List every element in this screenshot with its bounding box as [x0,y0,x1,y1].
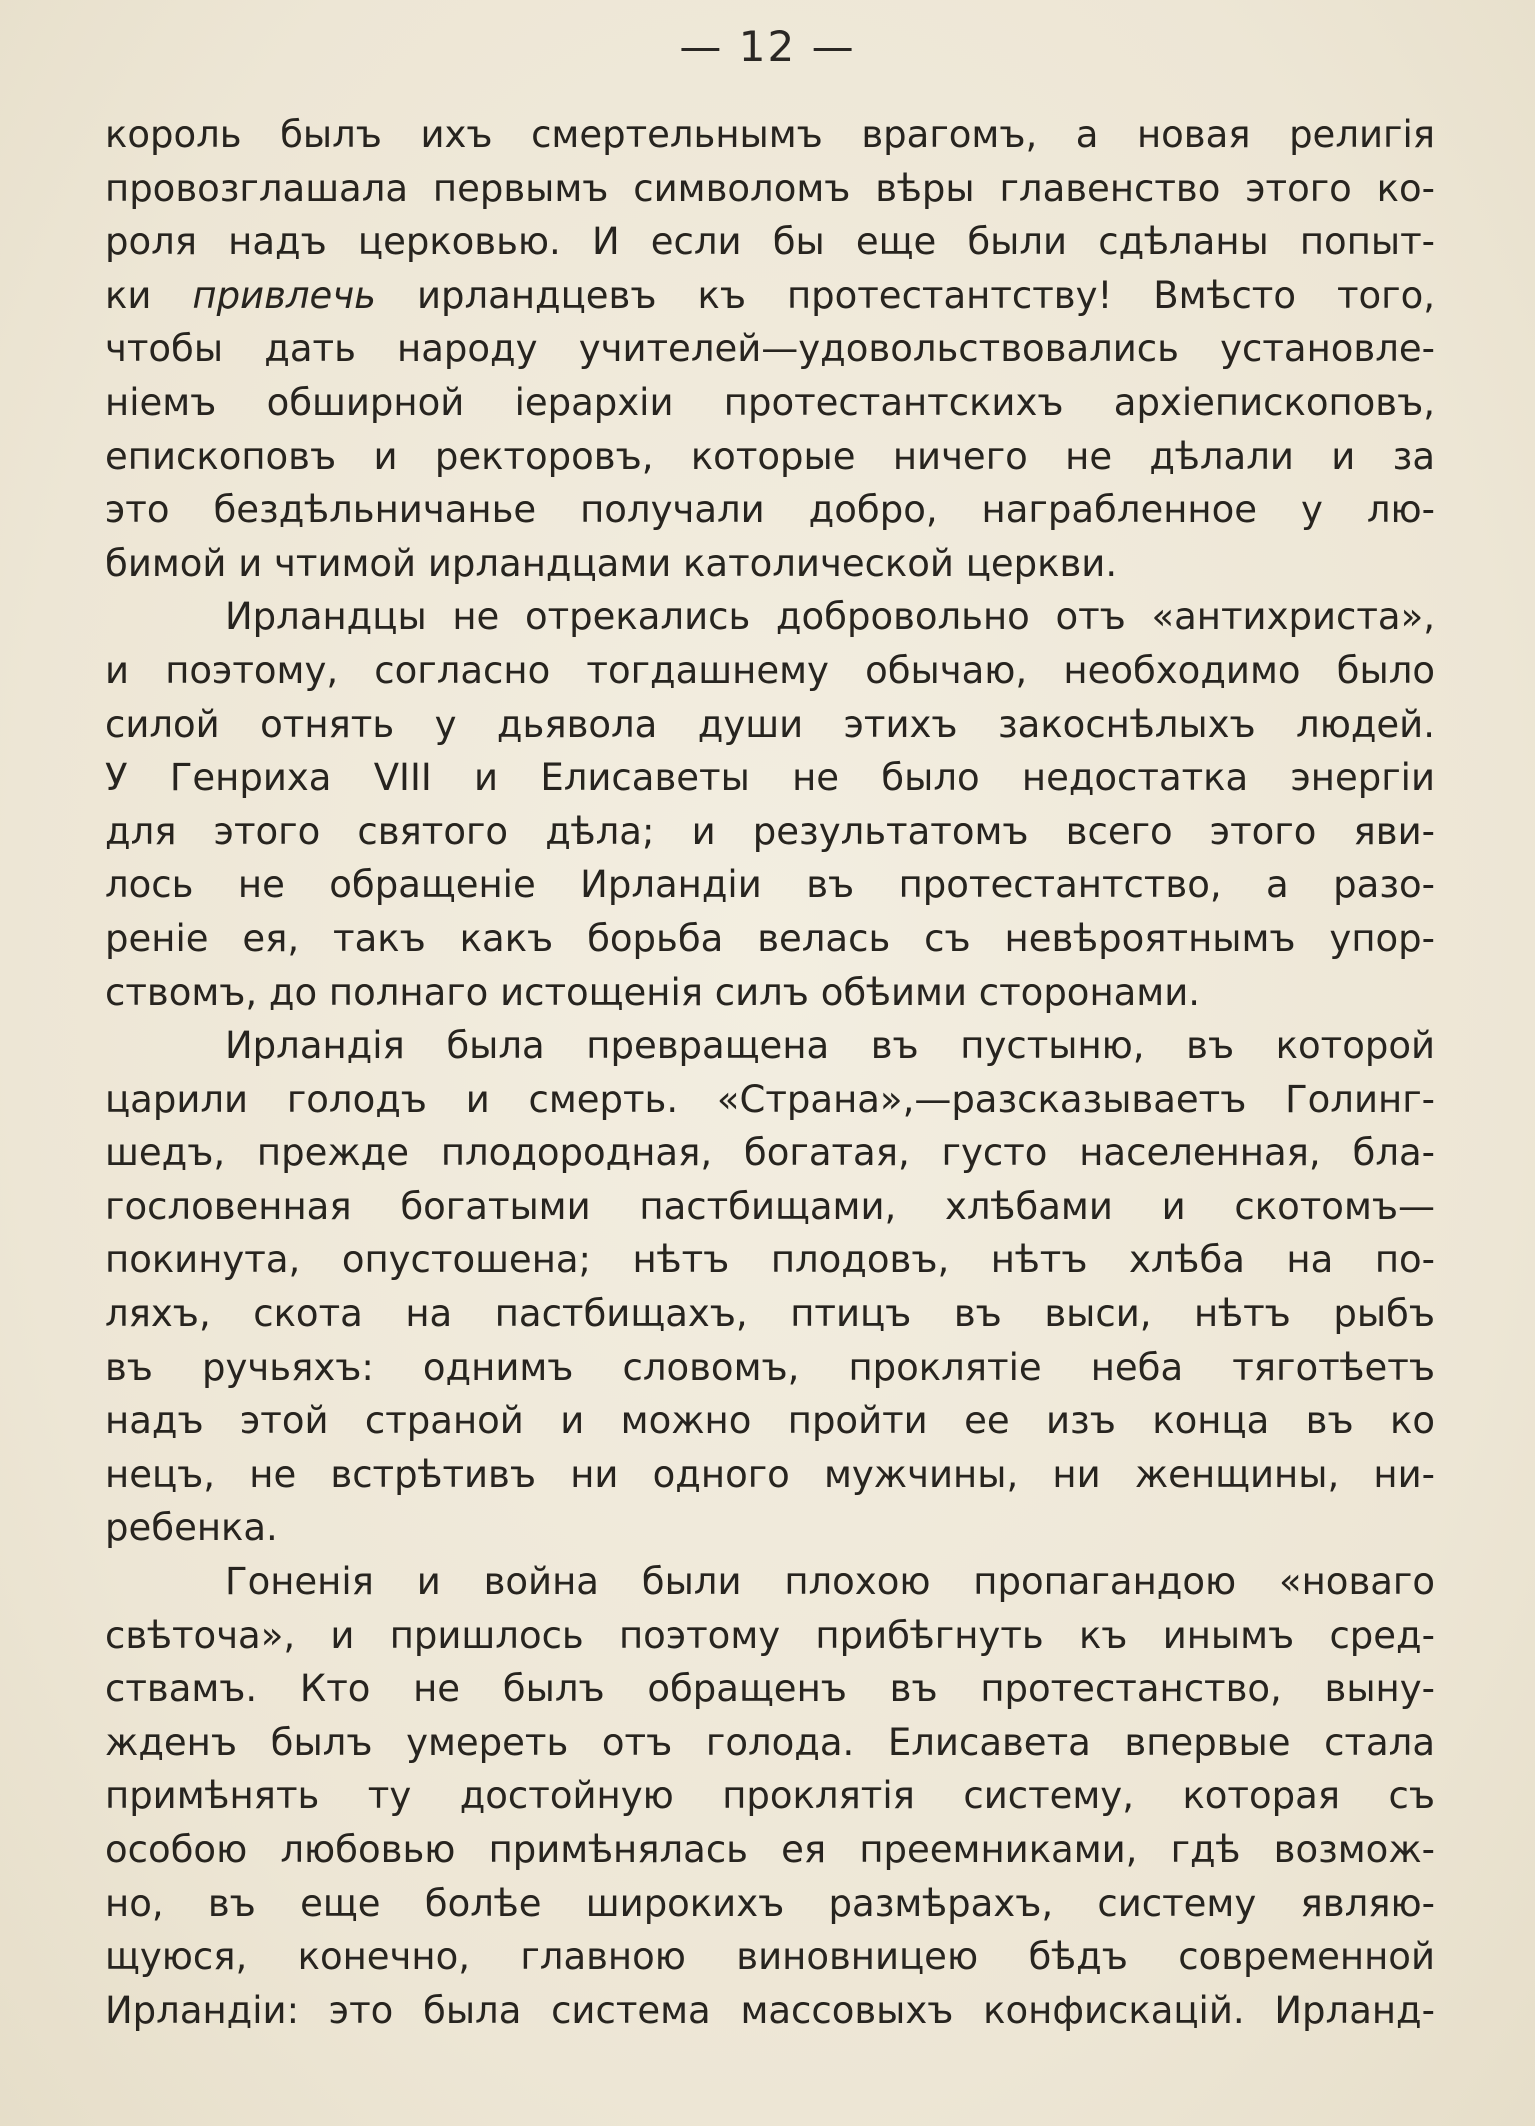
text-line: У Генриха VIII и Елисаветы не было недостатка энергіи [105,756,1435,800]
text-line: для этого святого дѣла; и результатомъ всего этого яви- [105,809,1435,853]
text-line: надъ этой страной и можно пройти ее изъ конца въ ко [105,1399,1435,1443]
text-line: щуюся, конечно, главною виновницею бѣдъ современной [105,1935,1435,1979]
text-line: ствамъ. Кто не былъ обращенъ въ протестанство, выну- [105,1667,1435,1711]
text-line: ребенка. [105,1506,278,1550]
text-line: царили голодъ и смерть. «Страна»,—разсказываетъ Голинг- [105,1077,1435,1121]
text-line: гословенная богатыми пастбищами, хлѣбами и скотомъ— [105,1184,1435,1228]
paragraph-start-line: Ирландія была превращена въ пустыню, въ которой [225,1024,1435,1068]
text-line: это бездѣльничанье получали добро, награбленное у лю- [105,488,1435,532]
text-line: жденъ былъ умереть отъ голода. Елисавета впервые стала [105,1720,1435,1764]
paragraph-start-line: Ирландцы не отрекались добровольно отъ «антихриста», [225,595,1435,639]
text-run: ки [105,273,193,317]
text-line: покинута, опустошена; нѣтъ плодовъ, нѣтъ хлѣба на по- [105,1238,1435,1282]
text-line: лось не обращеніе Ирландіи въ протестантство, а разо- [105,863,1435,907]
page-number: — 12 — [679,22,856,71]
text-run: ирландцевъ къ протестантству! Вмѣсто того, [375,273,1435,317]
text-line: силой отнять у дьявола души этихъ закоснѣлыхъ людей. [105,702,1435,746]
text-line: ствомъ, до полнаго истощенія силъ обѣими сторонами. [105,970,1201,1014]
text-line: ніемъ обширной іерархіи протестантскихъ архіепископовъ, [105,380,1435,424]
text-line: провозглашала первымъ символомъ вѣры главенство этого ко- [105,166,1435,210]
paragraph-start-line: Гоненія и война были плохою пропагандою «новаго [225,1560,1435,1604]
text-line [105,269,1435,323]
italic-word: привлечь [192,273,376,317]
text-line: чтобы дать народу учителей—удовольствовались установле- [105,327,1435,371]
text-line: бимой и чтимой ирландцами католической церкви. [105,541,1118,585]
text-line: ляхъ, скота на пастбищахъ, птицъ въ выси, нѣтъ рыбъ [105,1292,1435,1336]
text-line: роля надъ церковью. И если бы еще были сдѣланы попыт- [105,220,1435,264]
text-line: примѣнять ту достойную проклятія систему, которая съ [105,1774,1435,1818]
text-line: нецъ, не встрѣтивъ ни одного мужчины, ни женщины, ни- [105,1452,1435,1496]
text-line: но, въ еще болѣе широкихъ размѣрахъ, систему являю- [105,1881,1435,1925]
body-text [105,108,1435,2037]
text-line: особою любовью примѣнялась ея преемниками, гдѣ возмож- [105,1828,1435,1871]
text-line: епископовъ и ректоровъ, которые ничего не дѣлали и за [105,434,1435,478]
text-line: король былъ ихъ смертельнымъ врагомъ, а новая религія [105,113,1435,156]
text-line: и поэтому, согласно тогдашнему обычаю, необходимо было [105,648,1435,692]
text-line: шедъ, прежде плодородная, богатая, густо населенная, бла- [105,1131,1435,1175]
text-line: реніе ея, такъ какъ борьба велась съ невѣроятнымъ упор- [105,916,1435,960]
text-line: Ирландіи: это была система массовыхъ конфискацій. Ирланд- [105,1988,1435,2032]
text-line: свѣточа», и пришлось поэтому прибѣгнуть къ инымъ сред- [105,1613,1435,1657]
text-line: въ ручьяхъ: однимъ словомъ, проклятіе неба тяготѣетъ [105,1345,1435,1389]
